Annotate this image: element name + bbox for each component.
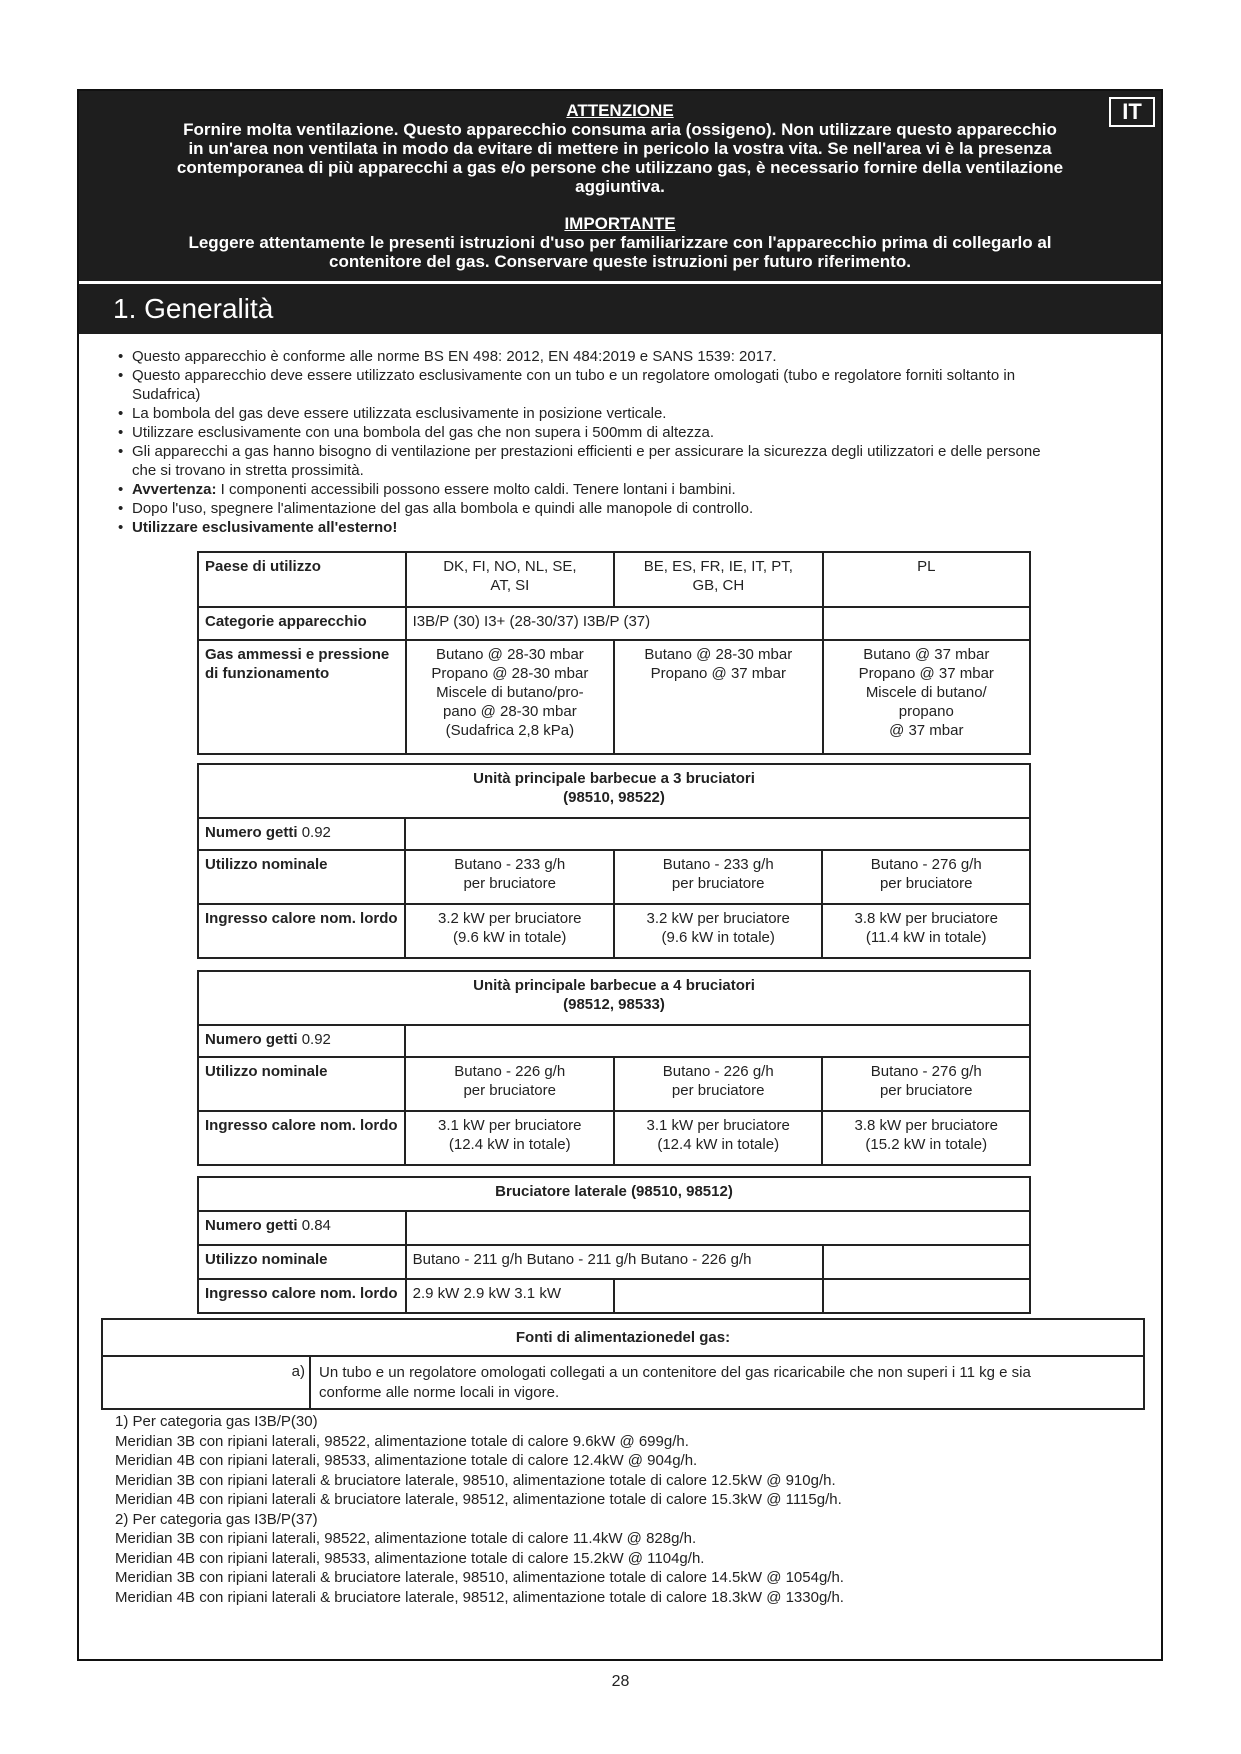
use-label-cell: Utilizzo nominale — [198, 850, 405, 904]
category-label-cell: Categorie apparecchio — [198, 607, 406, 640]
heat-label-cell: Ingresso calore nom. lordo — [198, 1111, 405, 1165]
side-burner-table — [197, 1176, 1031, 1314]
empty-cell — [614, 1279, 822, 1313]
gas-sources-box — [101, 1318, 1145, 1410]
use-value-1: Butano - 226 g/h per bruciatore — [405, 1057, 613, 1111]
gas-label-cell: Gas ammessi e pressione di funzionamento — [198, 640, 406, 754]
source-item-text: Un tubo e un regolatore omologati collegati a un contenitore del gas ricaricabile che non superi i 11 kg e sia conforme alle norme locali in vigore. — [319, 1364, 1031, 1401]
note-line: Meridian 3B con ripiani laterali & bruciatore laterale, 98510, alimentazione totale di calore 12.5kW @ 910g/h. — [115, 1471, 836, 1489]
general-bullets — [118, 347, 1138, 537]
use-value-3: Butano - 276 g/h per bruciatore — [822, 1057, 1030, 1111]
important-text-line: contenitore del gas. Conservare queste istruzioni per futuro riferimento. — [329, 252, 911, 271]
bullet-item: • Dopo l'uso, spegnere l'alimentazione del gas alla bombola e quindi alle manopole di controllo. — [118, 499, 1138, 518]
heat-value-3: 3.8 kW per bruciatore (15.2 kW in totale) — [822, 1111, 1030, 1165]
use-value-1: Butano - 233 g/h per bruciatore — [405, 850, 613, 904]
empty-cell — [406, 1211, 1030, 1245]
warning-title: ATTENZIONE — [566, 101, 674, 120]
source-item — [103, 1357, 1143, 1408]
bullet-item: • Utilizzare esclusivamente con una bombola del gas che non supera i 500mm di altezza. — [118, 423, 1138, 442]
note-line: Meridian 3B con ripiani laterali, 98522, alimentazione totale di calore 11.4kW @ 828g/h. — [115, 1530, 697, 1547]
heat-label-cell: Ingresso calore nom. lordo — [198, 904, 405, 958]
country-group-3: PL — [823, 552, 1030, 607]
category-value: I3B/P (30) I3+ (28-30/37) I3B/P (37) — [406, 607, 823, 640]
heat-label-cell: Ingresso calore nom. lordo — [198, 1279, 406, 1313]
heat-value-3: 3.8 kW per bruciatore (11.4 kW in totale) — [822, 904, 1030, 958]
note-line: Meridian 3B con ripiani laterali & bruciatore laterale, 98510, alimentazione totale di calore 14.5kW @ 1054g/h. — [115, 1569, 844, 1586]
important-title: IMPORTANTE — [564, 214, 676, 233]
bullet-item: • Gli apparecchi a gas hanno bisogno di ventilazione per prestazioni efficienti e per assicurare la sicurezza degli utilizzatori e delle persone che si trovano in stretta prossimità. — [118, 442, 1138, 480]
sources-title: Fonti di alimentazionedel gas: — [103, 1320, 1143, 1357]
use-value: Butano - 211 g/h Butano - 211 g/h Butano - 226 g/h — [406, 1245, 823, 1279]
country-group-2: BE, ES, FR, IE, IT, PT, GB, CH — [614, 552, 822, 607]
gas-group-1: Butano @ 28-30 mbar Propano @ 28-30 mbar Miscele di butano/pro- pano @ 28-30 mbar (Sudafrica 2,8 kPa) — [406, 640, 615, 754]
heat-value-2: 3.1 kW per bruciatore (12.4 kW in totale) — [614, 1111, 822, 1165]
table-header: Unità principale barbecue a 3 bruciatori (98510, 98522) — [198, 764, 1030, 818]
note-line: 1) Per categoria gas I3B/P(30) — [115, 1413, 318, 1430]
use-value-2: Butano - 226 g/h per bruciatore — [614, 1057, 822, 1111]
note-line: Meridian 4B con ripiani laterali & bruciatore laterale, 98512, alimentazione totale di calore 15.3kW @ 1115g/h. — [115, 1491, 842, 1508]
use-value-3: Butano - 276 g/h per bruciatore — [822, 850, 1030, 904]
heat-value-1: 3.2 kW per bruciatore (9.6 kW in totale) — [405, 904, 613, 958]
jets-cell: Numero getti 0.84 — [198, 1211, 406, 1245]
jets-cell: Numero getti 0.92 — [198, 1025, 405, 1057]
country-table — [197, 551, 1031, 755]
bullet-item: • Questo apparecchio è conforme alle norme BS EN 498: 2012, EN 484:2019 e SANS 1539: 2017. — [118, 347, 1138, 366]
warning-text-line: Fornire molta ventilazione. Questo apparecchio consuma aria (ossigeno). Non utilizzare questo apparecchio — [183, 120, 1057, 139]
empty-cell — [823, 607, 1030, 640]
empty-cell — [823, 1279, 1030, 1313]
use-value-2: Butano - 233 g/h per bruciatore — [614, 850, 822, 904]
bullet-item: • Avvertenza: I componenti accessibili possono essere molto caldi. Tenere lontani i bambini. — [118, 480, 1138, 499]
heat-value: 2.9 kW 2.9 kW 3.1 kW — [406, 1279, 615, 1313]
page-number: 28 — [611, 1673, 630, 1690]
warning-text-line: contemporanea di più apparecchi a gas e/o persone che utilizzano gas, è necessario fornire della ventilazione — [176, 158, 1064, 177]
four-burner-table — [197, 970, 1031, 1166]
country-label-cell: Paese di utilizzo — [198, 552, 406, 607]
note-line: Meridian 4B con ripiani laterali, 98533, alimentazione totale di calore 12.4kW @ 904g/h. — [115, 1452, 698, 1469]
table-header: Bruciatore laterale (98510, 98512) — [198, 1177, 1030, 1211]
section-title: 1. Generalità — [79, 284, 1161, 334]
gas-group-2: Butano @ 28-30 mbar Propano @ 37 mbar — [614, 640, 822, 754]
note-line: Meridian 4B con ripiani laterali, 98533, alimentazione totale di calore 15.2kW @ 1104g/h. — [115, 1549, 705, 1567]
use-label-cell: Utilizzo nominale — [198, 1245, 406, 1279]
heat-value-1: 3.1 kW per bruciatore (12.4 kW in totale) — [405, 1111, 613, 1165]
gas-group-3: Butano @ 37 mbar Propano @ 37 mbar Miscele di butano/ propano @ 37 mbar — [823, 640, 1030, 754]
note-line: Meridian 3B con ripiani laterali, 98522, alimentazione totale di calore 9.6kW @ 699g/h. — [115, 1432, 689, 1450]
bullet-item: • Questo apparecchio deve essere utilizzato esclusivamente con un tubo e un regolatore omologati (tubo e regolatore forniti soltanto in Sudafrica) — [118, 366, 1138, 404]
warning-text-line: aggiuntiva. — [575, 177, 665, 196]
language-badge: IT — [1109, 97, 1155, 127]
empty-cell — [405, 818, 1030, 850]
three-burner-table — [197, 763, 1031, 959]
bullet-item: • La bombola del gas deve essere utilizzata esclusivamente in posizione verticale. — [118, 404, 1138, 423]
bullet-item: • Utilizzare esclusivamente all'esterno! — [118, 518, 1138, 537]
note-line: 2) Per categoria gas I3B/P(37) — [115, 1510, 318, 1528]
empty-cell — [823, 1245, 1030, 1279]
source-item-label: a) — [103, 1357, 311, 1408]
empty-cell — [405, 1025, 1030, 1057]
country-group-1: DK, FI, NO, NL, SE, AT, SI — [406, 552, 615, 607]
notes-block — [115, 1412, 1135, 1607]
note-line: Meridian 4B con ripiani laterali & bruciatore laterale, 98512, alimentazione totale di calore 18.3kW @ 1330g/h. — [115, 1588, 844, 1606]
important-text-line: Leggere attentamente le presenti istruzioni d'uso per familiarizzare con l'apparecchio prima di collegarlo al — [188, 233, 1052, 252]
heat-value-2: 3.2 kW per bruciatore (9.6 kW in totale) — [614, 904, 822, 958]
jets-cell: Numero getti 0.92 — [198, 818, 405, 850]
warning-box — [79, 91, 1161, 281]
table-header: Unità principale barbecue a 4 bruciatori (98512, 98533) — [198, 971, 1030, 1025]
warning-text-line: in un'area non ventilata in modo da evitare di mettere in pericolo la vostra vita. Se nell'area vi è la presenza — [188, 139, 1052, 158]
use-label-cell: Utilizzo nominale — [198, 1057, 405, 1111]
